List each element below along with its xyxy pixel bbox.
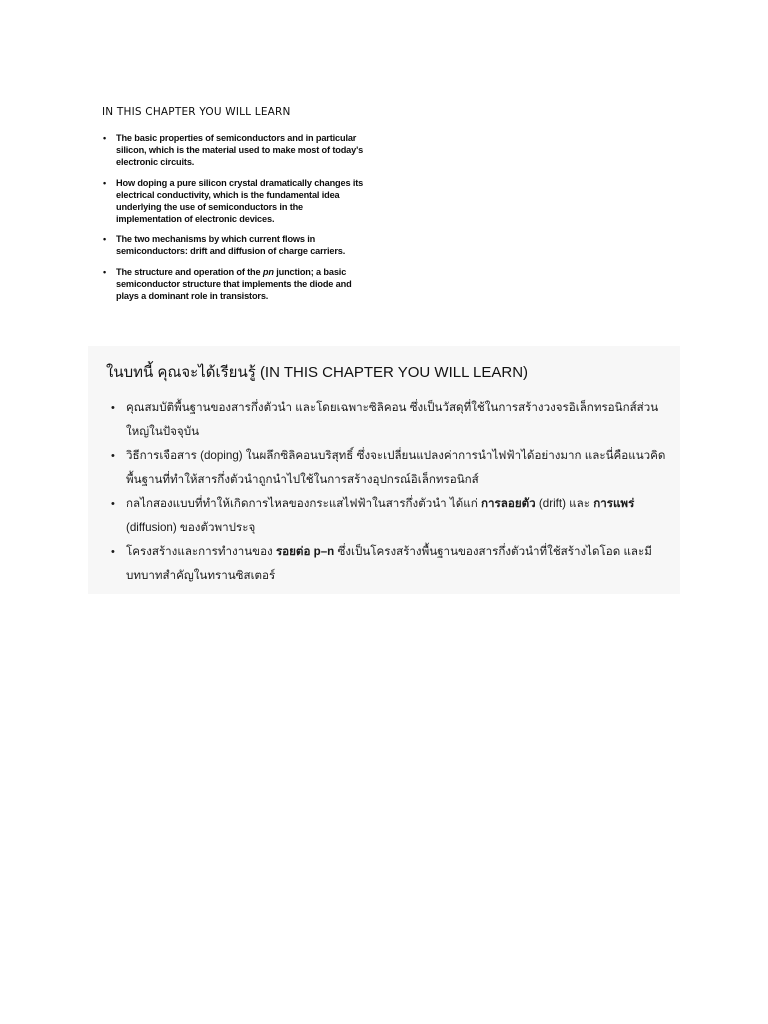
bullet-icon: • [103,133,107,143]
bullet-icon: • [103,234,107,244]
list-item: • How doping a pure silicon crystal dramatically changes its electrical conductivity, which is the fundamental idea underlying the use of semiconductors in the implementation of electronic devices. [103,178,364,224]
scanned-excerpt [90,94,380,340]
bullet-icon: • [111,450,115,462]
bullet-icon: • [111,546,115,558]
list-item: • กลไกสองแบบที่ทำให้เกิดการไหลของกระแสไฟฟ้าในสารกึ่งตัวนำ ได้แก่ การลอยตัว (drift) และ การแพร่ (diffusion) ของตัวพาประจุ [106,492,666,540]
scanned-list [102,132,370,302]
list-item: • คุณสมบัติพื้นฐานของสารกึ่งตัวนำ และโดยเฉพาะซิลิคอน ซึ่งเป็นวัสดุที่ใช้ในการสร้างวงจรอิเล็กทรอนิกส์ส่วนใหญ่ในปัจจุบัน [106,396,666,444]
scanned-heading: IN THIS CHAPTER YOU WILL LEARN [102,106,291,118]
bullet-icon: • [103,178,107,188]
thai-translation [88,346,680,594]
list-item: • The basic properties of semiconductors and in particular silicon, which is the material used to make most of today's electronic circuits. [103,133,364,167]
list-item: • The structure and operation of the pn junction; a basic semiconductor structure that implements the diode and plays a dominant role in transistors. [103,267,352,301]
bullet-icon: • [111,402,115,414]
bullet-icon: • [103,267,107,277]
list-item: • วิธีการเจือสาร (doping) ในผลึกซิลิคอนบริสุทธิ์ ซึ่งจะเปลี่ยนแปลงค่าการนำไฟฟ้าได้อย่างมาก และนี่คือแนวคิดพื้นฐานที่ทำให้สารกึ่งตัวนำถูกนำไปใช้ในการสร้างอุปกรณ์อิเล็กทรอนิกส์ [106,444,666,492]
thai-list [106,396,666,588]
list-item: • โครงสร้างและการทำงานของ รอยต่อ p–n ซึ่งเป็นโครงสร้างพื้นฐานของสารกึ่งตัวนำที่ใช้สร้างไดโอด และมีบทบาทสำคัญในทรานซิสเตอร์ [106,540,666,588]
bullet-icon: • [111,498,115,510]
thai-heading: ในบทนี้ คุณจะได้เรียนรู้ (IN THIS CHAPTER YOU WILL LEARN) [106,364,529,381]
list-item: • The two mechanisms by which current flows in semiconductors: drift and diffusion of charge carriers. [103,234,346,256]
